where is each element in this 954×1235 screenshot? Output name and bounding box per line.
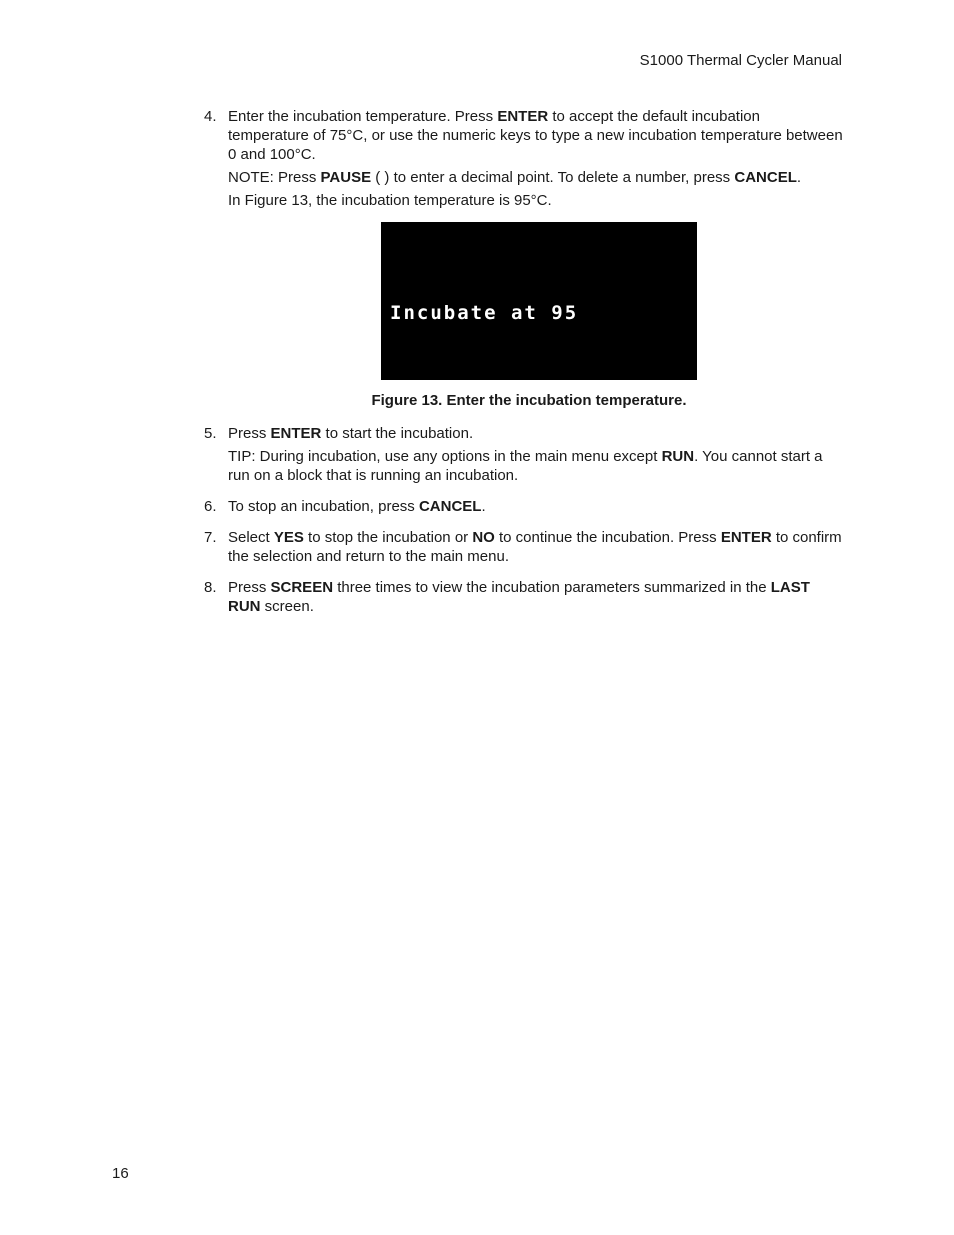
key-label: ENTER	[497, 108, 549, 125]
text-run: To stop an incubation, press	[228, 498, 419, 515]
text-run: NOTE: Press	[228, 169, 321, 186]
step-paragraph	[228, 424, 844, 443]
lcd-screen-text: Incubate at 95	[390, 302, 579, 324]
step-8	[204, 578, 844, 616]
step-6	[204, 497, 844, 516]
step-paragraph	[228, 168, 844, 187]
text-run: to continue the incubation. Press	[494, 529, 721, 546]
step-7	[204, 528, 844, 566]
text-run: Press	[228, 425, 271, 442]
text-run: to start the incubation.	[321, 425, 474, 442]
step-paragraph	[228, 578, 844, 616]
step-paragraph	[228, 447, 844, 485]
lcd-screen-image	[381, 222, 697, 380]
text-run: .	[481, 498, 486, 515]
text-run: screen.	[260, 598, 314, 615]
key-label: ENTER	[270, 425, 322, 442]
figure-13	[204, 222, 844, 410]
text-run: to confirm the selection and return to the main menu.	[228, 529, 842, 565]
text-run: three times to view the incubation parameters summarized in the	[333, 579, 771, 596]
key-label: YES	[273, 529, 304, 546]
text-run: to accept the default incubation temperature of 75°C, or use the numeric keys to type a new incubation temperature between 0 and 100°C.	[228, 108, 843, 163]
step-number: 6.	[204, 498, 217, 515]
step-number: 8.	[204, 579, 217, 596]
step-paragraph	[228, 191, 844, 210]
text-run: .	[796, 169, 802, 186]
key-label: PAUSE	[320, 169, 372, 186]
step-number: 5.	[204, 425, 217, 442]
step-5	[204, 424, 844, 485]
key-label: SCREEN	[270, 579, 334, 596]
document-body	[204, 107, 844, 628]
text-run: . You cannot start a run on a block that is running an incubation.	[228, 448, 823, 484]
text-run: Press	[228, 579, 271, 596]
text-run: ( ) to enter a decimal point. To delete a number, press	[371, 169, 735, 186]
text-run: In Figure 13, the incubation temperature is 95°C.	[228, 192, 552, 209]
key-label: ENTER	[720, 529, 772, 546]
step-paragraph	[228, 497, 844, 516]
running-header: S1000 Thermal Cycler Manual	[639, 52, 842, 69]
step-number: 7.	[204, 529, 217, 546]
page-number: 16	[112, 1165, 129, 1182]
step-4	[204, 107, 844, 210]
key-label: NO	[472, 529, 495, 546]
figure-caption: Figure 13. Enter the incubation temperature.	[371, 392, 687, 409]
text-run: to stop the incubation or	[303, 529, 473, 546]
key-label: LAST RUN	[228, 579, 810, 615]
text-run: Enter the incubation temperature. Press	[228, 108, 498, 125]
step-paragraph	[228, 528, 844, 566]
key-label: CANCEL	[418, 498, 482, 515]
step-paragraph	[228, 107, 844, 164]
step-number: 4.	[204, 108, 217, 125]
key-label: RUN	[661, 448, 695, 465]
key-label: CANCEL	[734, 169, 797, 186]
text-run: Select	[228, 529, 274, 546]
text-run: TIP: During incubation, use any options in the main menu except	[228, 448, 662, 465]
